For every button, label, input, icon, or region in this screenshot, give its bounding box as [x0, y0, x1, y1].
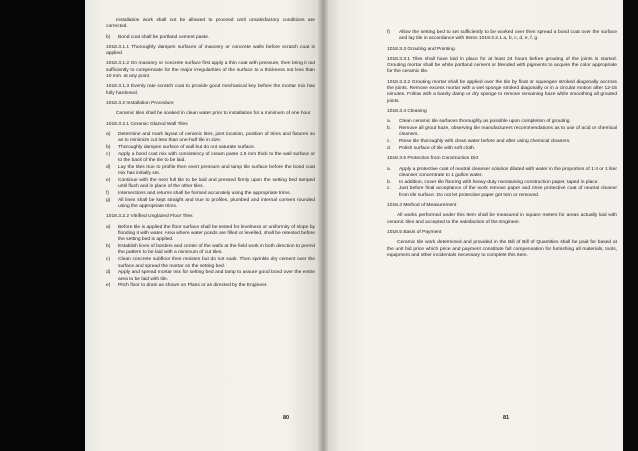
list-item-text: Apply and spread mortar mix for setting bed and tamp to assure good bond over the entire area to be laid with tile.: [118, 270, 315, 282]
paragraph: Ceramic tile work determined and provided in the Bill of Bill of Quantities shall be paid for based at the unit bid price which price and payment constitute full compensation for furnishing all materials, tools, equipment and other incidentals necessary to complete this Item.: [387, 240, 617, 258]
list-item: [106, 257, 315, 270]
page-number-right: 81: [503, 415, 510, 421]
list-item-label: b): [106, 144, 111, 150]
list-item-text: Bond coat shall be portland cement paste.: [118, 34, 210, 40]
paragraph: 1018.3.5 Protection from Construction Dirt: [387, 156, 479, 162]
list-item: [106, 283, 315, 289]
list-item: [106, 198, 315, 211]
list-item-text: Apply a protective coat of neutral cleanser solution diluted with water in the proportion of 1:4 or 1 liter cleanser concentrate to 1 gallon water.: [399, 166, 617, 178]
paragraph: 1018.3.2.1 Ceramic Glazed Wall Tiles: [106, 121, 188, 127]
left-page-content: [106, 18, 315, 290]
page-number-left: 80: [283, 415, 290, 421]
item-list: [387, 167, 617, 199]
list-item-label: d.: [387, 145, 392, 151]
list-item-text: Allow the setting bed to set sufficiently to be worked over then spread a bond coat over the surface and lay tile in accordance with Items 1019.3.2.1 a, b, c, d, e, f, g.: [399, 30, 617, 42]
left-page: [85, 0, 323, 451]
paragraph: 1018.3.1.1 Thoroughly dampen surfaces of masonry or concrete walls before scratch coat is applied.: [106, 44, 315, 57]
list-item: [106, 270, 315, 283]
item-list: [106, 35, 315, 41]
list-item-label: a): [106, 224, 111, 230]
list-item: [106, 191, 315, 197]
list-item-label: c): [106, 151, 111, 157]
item-list: [387, 119, 617, 152]
list-item-label: b): [106, 34, 111, 40]
list-item-label: f): [106, 191, 109, 197]
list-item-text: Thoroughly dampen surface of wall but do not saturate surface.: [118, 144, 256, 150]
list-item-label: d): [106, 164, 111, 170]
list-item: [106, 178, 315, 191]
paragraph: 1018.3.2.2 Vitrified Unglazed Floor Tiles: [106, 214, 193, 220]
list-item: [106, 145, 315, 151]
paragraph: Installation work shall not be allowed to proceed until unsatisfactory conditions are corrected.: [106, 18, 315, 30]
background-edge-right: [623, 0, 638, 451]
list-item: [387, 167, 617, 180]
book-gutter: [318, 0, 328, 451]
list-item-text: Intersections and returns shall be formed accurately using the appropriate trims.: [118, 191, 291, 197]
list-item-label: c): [106, 257, 111, 263]
list-item-label: f): [387, 30, 390, 35]
paragraph: 1018.3.4 Cleaning: [387, 108, 427, 114]
list-item-label: e): [106, 177, 111, 183]
list-item: [387, 139, 617, 145]
list-item-text: Polish surface of tile with soft cloth.: [399, 145, 476, 151]
list-item-label: a.: [387, 119, 392, 125]
paragraph: 1018.5 Basis of Payment: [387, 229, 442, 235]
list-item-label: g): [106, 197, 111, 203]
list-item: [106, 225, 315, 244]
list-item: [106, 244, 315, 257]
list-item-text: All lines shall be kept straight and true to profiles, plumbed and internal corners rounded using the appropriate trims.: [118, 197, 315, 210]
paragraph: 1018.3.1.2 On masonry or concrete surface first apply a thin coat with pressure, then bring it out sufficiently to compensate for the major irregularities of the surface to a thickness not less than 10 mm. at any point.: [106, 61, 315, 80]
list-item-text: In addition, cover tile flooring with heavy-duty nonstaining construction paper, taped in place.: [399, 179, 599, 185]
right-page: [323, 0, 623, 451]
right-page-content: [387, 30, 617, 259]
list-item: [106, 35, 315, 41]
paragraph: All works performed under this Item shall be measured in square meters for areas actually laid with ceramic tiles and accepted to the satisfaction of the Engineer.: [387, 213, 617, 225]
list-item-label: c.: [387, 186, 391, 192]
list-item: [387, 146, 617, 152]
paragraph: 1018.3.3.1 Tiles shall have laid in place for at least 24 hours before grouting of the joints is started. Grouting mortar shall be white portland cement or blended with pigments to acquire the color appropriate for the ceramic tile.: [387, 56, 617, 75]
item-list: [387, 30, 617, 43]
list-item: [387, 119, 617, 125]
paragraph: Ceramic tiles shall be soaked in clean water prior to installation for a minimum of one hour: [116, 111, 311, 117]
list-item-text: Remove all grout haze, observing tile manufacturers recommendations as to use of acid or chemical cleaners.: [399, 126, 617, 138]
list-item-text: Determine and mark layout of ceramic tiles, joint location, position of trims and fixtures so as to minimize cut less than one-half tile in size.: [118, 131, 315, 144]
paragraph: 1018.4 Method of Measurement: [387, 203, 457, 209]
list-item-label: d): [106, 270, 111, 276]
list-item: [106, 152, 315, 165]
list-item-text: Continue with the next full tile to be laid and pressed firmly upon the setting bed tamped until flush and in place of the other tiles.: [118, 177, 315, 190]
list-item-label: a): [106, 131, 111, 137]
list-item-label: e): [106, 283, 111, 289]
list-item-label: b): [106, 244, 111, 250]
list-item-text: Clean ceramic tile surfaces thoroughly as possible upon completion of grouting.: [399, 119, 571, 125]
list-item: [387, 180, 617, 186]
list-item-text: Lay the tiles true to profile then exert pressure and tamp tile surface before the bond coat mix has initially set.: [118, 164, 315, 177]
item-list: [106, 132, 315, 211]
list-item-text: Before tile is applied the floor surface shall be tested for levelness or uniformity of slope by flooding it with water. Area where water ponds are filled or levelled, shall be retested before the setting bed is applied.: [118, 224, 315, 243]
list-item: [387, 186, 617, 199]
list-item: [387, 30, 617, 43]
list-item-label: a.: [387, 166, 392, 172]
paragraph: 1018.3.3 Grouting and Pointing: [387, 46, 455, 52]
list-item-label: c.: [387, 139, 391, 145]
list-item: [106, 132, 315, 145]
list-item-label: b.: [387, 179, 392, 185]
background-edge: [0, 0, 85, 451]
list-item-text: Clean concrete subfloor then moisten but do not soak. Then sprinkle dry cement over the surface and spread the mortar on the setting bed.: [118, 257, 315, 269]
paragraph: 1018.3.1.3 Evenly rate scratch coat to provide good mechanical key before the mortar mix has fully hardened.: [106, 84, 315, 96]
list-item: [387, 126, 617, 139]
list-item-text: Just before final acceptance of the work remove paper and rinse protective coat of neutral cleaner from tile surface. Do not let protective paper get torn or removed.: [399, 186, 617, 198]
paragraph: 1018.3.3.2 Grouting mortar shall be applied over the tile by float or squeegee stroked diagonally accross the joints. Remove excess mortar with a wet sponge stroked diagonally or in a circular motion after 12-15 minutes. Follow with a barely damp or dry sponge to remove remaining haze while smoothing all grouted joints.: [387, 79, 617, 104]
item-list: [106, 225, 315, 290]
list-item-text: Apply a bond coat mix with consistency of cream paste 1.5 mm thick to the wall surface or to the back of the tile to be laid.: [118, 151, 315, 164]
paragraph: 1018.3.2 Installation Procedure: [106, 100, 174, 106]
list-item: [106, 165, 315, 178]
list-item-text: Pitch floor to drain as shown on Plans or as directed by the Engineer.: [118, 283, 268, 289]
list-item-label: b.: [387, 126, 392, 132]
list-item-text: Establish lines of borders and center of the walls at the field work in both direction to permit the pattern to be laid with a minimum of cut tiles.: [118, 244, 315, 256]
list-item-text: Rinse tile thoroughly with clean water before and after using chemical cleaners.: [399, 139, 571, 145]
